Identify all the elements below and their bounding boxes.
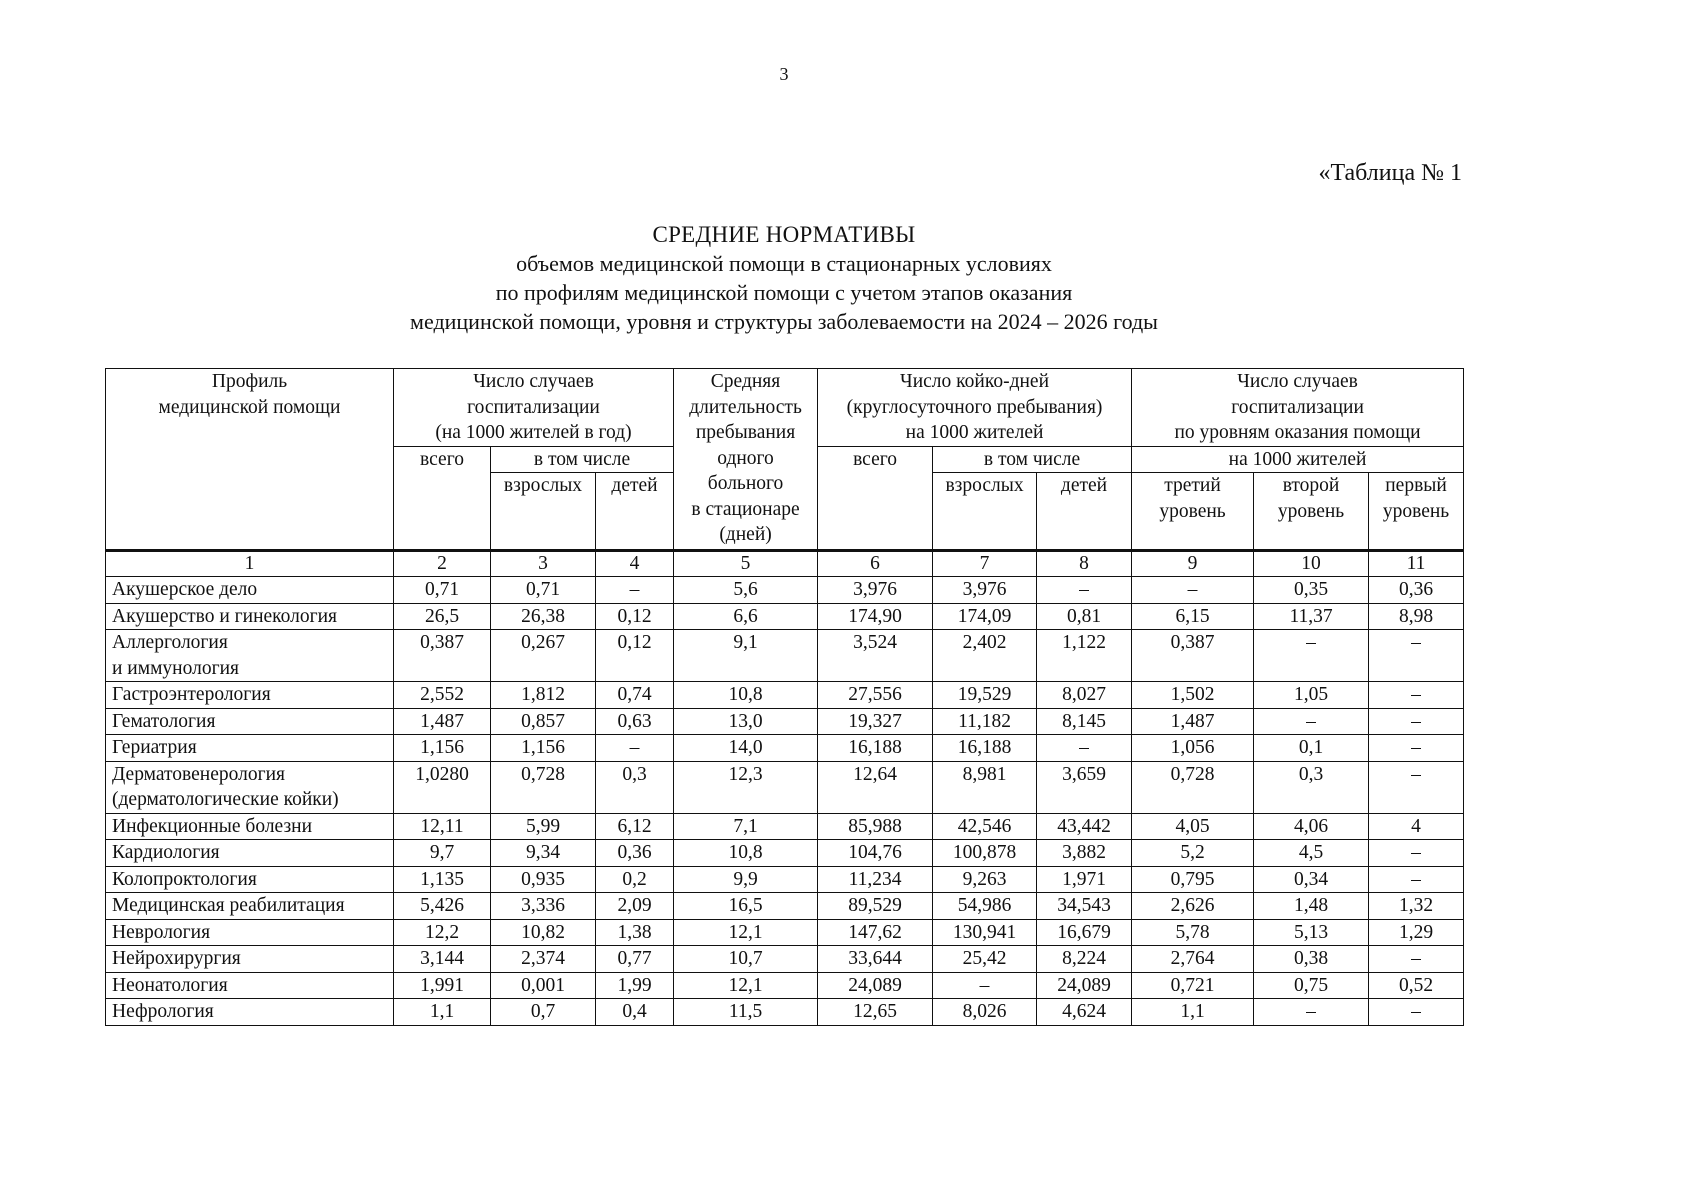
cell-value: 174,90 bbox=[818, 603, 933, 630]
cell-value: 1,135 bbox=[394, 866, 491, 893]
cell-value: 3,336 bbox=[491, 893, 596, 920]
header-bed-days-including: в том числе bbox=[933, 446, 1132, 473]
cell-value: 2,402 bbox=[933, 630, 1037, 682]
page-number: 3 bbox=[779, 64, 789, 84]
cell-value: 0,3 bbox=[596, 761, 674, 813]
cell-value: 0,12 bbox=[596, 603, 674, 630]
cell-value: 4 bbox=[1369, 813, 1464, 840]
cell-value: – bbox=[596, 735, 674, 762]
title-main: СРЕДНИЕ НОРМАТИВЫ bbox=[652, 222, 916, 247]
cell-value: 0,4 bbox=[596, 999, 674, 1026]
header-text: Число случаев bbox=[1237, 371, 1358, 392]
cell-value: 0,728 bbox=[491, 761, 596, 813]
cell-value: 5,99 bbox=[491, 813, 596, 840]
cell-value: 16,679 bbox=[1037, 919, 1132, 946]
cell-value: 6,6 bbox=[674, 603, 818, 630]
cell-value: 0,63 bbox=[596, 708, 674, 735]
cell-value: 43,442 bbox=[1037, 813, 1132, 840]
cell-value: 4,06 bbox=[1254, 813, 1369, 840]
profile-line: Аллергология bbox=[112, 632, 228, 653]
cell-value: 10,8 bbox=[674, 840, 818, 867]
cell-value: 0,12 bbox=[596, 630, 674, 682]
cell-value: 0,77 bbox=[596, 946, 674, 973]
cell-value: 0,935 bbox=[491, 866, 596, 893]
column-number: 2 bbox=[394, 551, 491, 577]
cell-value: 9,9 bbox=[674, 866, 818, 893]
cell-value: – bbox=[1132, 577, 1254, 604]
column-number: 9 bbox=[1132, 551, 1254, 577]
table-row bbox=[106, 813, 1464, 840]
column-number: 4 bbox=[596, 551, 674, 577]
header-cases-including: в том числе bbox=[491, 446, 674, 473]
cell-value: 16,5 bbox=[674, 893, 818, 920]
header-levels-per-1000: на 1000 жителей bbox=[1132, 446, 1464, 473]
column-number: 6 bbox=[818, 551, 933, 577]
cell-value: – bbox=[1254, 708, 1369, 735]
cell-value: – bbox=[1369, 630, 1464, 682]
cell-profile bbox=[106, 946, 394, 973]
cell-value: – bbox=[1369, 761, 1464, 813]
table-row bbox=[106, 682, 1464, 709]
cell-value: 9,7 bbox=[394, 840, 491, 867]
header-text: одного bbox=[717, 447, 774, 469]
cell-value: 6,12 bbox=[596, 813, 674, 840]
cell-value: 1,48 bbox=[1254, 893, 1369, 920]
cell-value: 1,156 bbox=[491, 735, 596, 762]
cell-value: 27,556 bbox=[818, 682, 933, 709]
cell-profile bbox=[106, 893, 394, 920]
header-text: Средняя bbox=[710, 371, 781, 392]
header-text: уровень bbox=[1159, 500, 1226, 522]
cell-profile bbox=[106, 735, 394, 762]
cell-value: 174,09 bbox=[933, 603, 1037, 630]
cell-value: 1,156 bbox=[394, 735, 491, 762]
header-second-level bbox=[1254, 473, 1369, 551]
table-row bbox=[106, 946, 1464, 973]
cell-value: 0,81 bbox=[1037, 603, 1132, 630]
header-avg-stay bbox=[674, 369, 818, 551]
cell-value: 104,76 bbox=[818, 840, 933, 867]
cell-value: 2,764 bbox=[1132, 946, 1254, 973]
cell-value: 100,878 bbox=[933, 840, 1037, 867]
cell-value: 9,34 bbox=[491, 840, 596, 867]
cell-value: 0,3 bbox=[1254, 761, 1369, 813]
cell-value: 12,3 bbox=[674, 761, 818, 813]
column-number: 11 bbox=[1369, 551, 1464, 577]
cell-value: 1,991 bbox=[394, 972, 491, 999]
cell-value: 10,8 bbox=[674, 682, 818, 709]
cell-value: 8,026 bbox=[933, 999, 1037, 1026]
cell-value: 0,52 bbox=[1369, 972, 1464, 999]
cell-value: 12,65 bbox=[818, 999, 933, 1026]
header-bed-days bbox=[818, 369, 1132, 447]
cell-value: 89,529 bbox=[818, 893, 933, 920]
cell-value: 3,524 bbox=[818, 630, 933, 682]
table-row bbox=[106, 577, 1464, 604]
cell-value: 0,2 bbox=[596, 866, 674, 893]
cell-value: 2,09 bbox=[596, 893, 674, 920]
cell-value: – bbox=[1369, 735, 1464, 762]
cell-value: 33,644 bbox=[818, 946, 933, 973]
profile-line: Инфекционные болезни bbox=[112, 815, 313, 837]
column-number: 1 bbox=[106, 551, 394, 577]
profile-line: Неврология bbox=[112, 921, 211, 943]
table-body bbox=[106, 577, 1464, 1026]
cell-value: 4,5 bbox=[1254, 840, 1369, 867]
cell-value: 85,988 bbox=[818, 813, 933, 840]
profile-line: Гематология bbox=[112, 710, 216, 732]
cell-value: 11,234 bbox=[818, 866, 933, 893]
cell-value: – bbox=[1369, 999, 1464, 1026]
cell-value: 42,546 bbox=[933, 813, 1037, 840]
cell-value: 1,122 bbox=[1037, 630, 1132, 682]
cell-value: 1,487 bbox=[394, 708, 491, 735]
cell-value: 0,35 bbox=[1254, 577, 1369, 604]
cell-value: – bbox=[933, 972, 1037, 999]
cell-value: 16,188 bbox=[933, 735, 1037, 762]
profile-line: Неонатология bbox=[112, 974, 228, 996]
cell-value: 1,32 bbox=[1369, 893, 1464, 920]
cell-value: 9,263 bbox=[933, 866, 1037, 893]
header-text: первый bbox=[1385, 475, 1447, 496]
cell-value: 1,99 bbox=[596, 972, 674, 999]
cell-value: 1,0280 bbox=[394, 761, 491, 813]
cell-value: 14,0 bbox=[674, 735, 818, 762]
cell-value: 54,986 bbox=[933, 893, 1037, 920]
cell-value: 11,5 bbox=[674, 999, 818, 1026]
cell-profile bbox=[106, 761, 394, 813]
cell-value: 3,659 bbox=[1037, 761, 1132, 813]
header-first-level bbox=[1369, 473, 1464, 551]
cell-value: 1,502 bbox=[1132, 682, 1254, 709]
header-text: третий bbox=[1164, 475, 1221, 496]
cell-value: 5,2 bbox=[1132, 840, 1254, 867]
profile-line: Акушерское дело bbox=[112, 579, 258, 600]
cell-value: 16,188 bbox=[818, 735, 933, 762]
cell-profile bbox=[106, 603, 394, 630]
cell-value: 26,38 bbox=[491, 603, 596, 630]
cell-value: 1,29 bbox=[1369, 919, 1464, 946]
cell-value: 1,1 bbox=[1132, 999, 1254, 1026]
header-text: второй bbox=[1282, 475, 1340, 496]
cell-value: 2,374 bbox=[491, 946, 596, 973]
cell-value: 8,98 bbox=[1369, 603, 1464, 630]
cell-profile bbox=[106, 813, 394, 840]
cell-value: – bbox=[596, 577, 674, 604]
cell-value: 0,36 bbox=[596, 840, 674, 867]
title-line-1: объемов медицинской помощи в стационарных условиях bbox=[516, 251, 1052, 276]
table-row bbox=[106, 919, 1464, 946]
cell-value: 2,552 bbox=[394, 682, 491, 709]
table-row bbox=[106, 866, 1464, 893]
cell-value: 3,882 bbox=[1037, 840, 1132, 867]
cell-value: 130,941 bbox=[933, 919, 1037, 946]
header-text: Число койко-дней bbox=[900, 371, 1050, 392]
cell-value: 10,82 bbox=[491, 919, 596, 946]
cell-profile bbox=[106, 999, 394, 1026]
cell-value: 19,529 bbox=[933, 682, 1037, 709]
cell-value: 5,13 bbox=[1254, 919, 1369, 946]
cell-value: 9,1 bbox=[674, 630, 818, 682]
cell-value: 1,38 bbox=[596, 919, 674, 946]
table-row bbox=[106, 735, 1464, 762]
cell-profile bbox=[106, 972, 394, 999]
cell-value: – bbox=[1254, 630, 1369, 682]
cell-value: 0,387 bbox=[394, 630, 491, 682]
column-number: 7 bbox=[933, 551, 1037, 577]
table-header bbox=[106, 369, 1464, 577]
cell-value: – bbox=[1037, 735, 1132, 762]
table-row bbox=[106, 761, 1464, 813]
cell-value: 12,1 bbox=[674, 972, 818, 999]
cell-value: 0,71 bbox=[394, 577, 491, 604]
cell-value: – bbox=[1369, 840, 1464, 867]
cell-value: 8,224 bbox=[1037, 946, 1132, 973]
header-text: госпитализации bbox=[1231, 396, 1364, 418]
header-text: по уровням оказания помощи bbox=[1174, 422, 1421, 443]
cell-value: 0,36 bbox=[1369, 577, 1464, 604]
profile-line: Нефрология bbox=[112, 1001, 214, 1022]
cell-value: 1,971 bbox=[1037, 866, 1132, 893]
cell-value: 5,426 bbox=[394, 893, 491, 920]
header-text: уровень bbox=[1382, 500, 1450, 522]
cell-value: 34,543 bbox=[1037, 893, 1132, 920]
cell-profile bbox=[106, 577, 394, 604]
header-text: (дней) bbox=[719, 524, 772, 545]
header-text: длительность bbox=[689, 396, 802, 418]
column-number: 5 bbox=[674, 551, 818, 577]
header-bed-days-adults: взрослых bbox=[933, 473, 1037, 551]
cell-value: 0,34 bbox=[1254, 866, 1369, 893]
cell-value: 12,2 bbox=[394, 919, 491, 946]
cell-value: 7,1 bbox=[674, 813, 818, 840]
title-line-3: медицинской помощи, уровня и структуры заболеваемости на 2024 – 2026 годы bbox=[410, 309, 1158, 334]
header-text: уровень bbox=[1277, 500, 1345, 522]
cell-value: 1,056 bbox=[1132, 735, 1254, 762]
column-number: 3 bbox=[491, 551, 596, 577]
cell-value: 1,812 bbox=[491, 682, 596, 709]
cell-profile bbox=[106, 682, 394, 709]
cell-value: 147,62 bbox=[818, 919, 933, 946]
cell-value: 8,981 bbox=[933, 761, 1037, 813]
cell-value: – bbox=[1254, 999, 1369, 1026]
cell-value: 0,267 bbox=[491, 630, 596, 682]
cell-value: 24,089 bbox=[1037, 972, 1132, 999]
title-line-2: по профилям медицинской помощи с учетом этапов оказания bbox=[495, 280, 1073, 305]
cell-profile bbox=[106, 708, 394, 735]
cell-value: 3,976 bbox=[933, 577, 1037, 604]
cell-value: 0,001 bbox=[491, 972, 596, 999]
cell-value: 0,857 bbox=[491, 708, 596, 735]
cell-value: 8,027 bbox=[1037, 682, 1132, 709]
cell-value: 24,089 bbox=[818, 972, 933, 999]
cell-value: 1,1 bbox=[394, 999, 491, 1026]
norms-table bbox=[105, 368, 1464, 1026]
cell-value: 3,144 bbox=[394, 946, 491, 973]
cell-profile bbox=[106, 630, 394, 682]
cell-value: 0,71 bbox=[491, 577, 596, 604]
cell-value: 4,624 bbox=[1037, 999, 1132, 1026]
cell-value: 0,1 bbox=[1254, 735, 1369, 762]
cell-value: 10,7 bbox=[674, 946, 818, 973]
table-label: «Таблица № 1 bbox=[1318, 160, 1462, 186]
column-number: 10 bbox=[1254, 551, 1369, 577]
table-row bbox=[106, 999, 1464, 1026]
column-number: 8 bbox=[1037, 551, 1132, 577]
cell-value: – bbox=[1369, 946, 1464, 973]
cell-profile bbox=[106, 919, 394, 946]
header-text: Число случаев bbox=[473, 371, 594, 392]
cell-value: 13,0 bbox=[674, 708, 818, 735]
cell-value: 1,487 bbox=[1132, 708, 1254, 735]
cell-value: – bbox=[1037, 577, 1132, 604]
cell-value: 11,182 bbox=[933, 708, 1037, 735]
table-row bbox=[106, 603, 1464, 630]
column-numbers-row bbox=[106, 551, 1464, 577]
profile-line: Нейрохирургия bbox=[112, 948, 241, 969]
profile-line: Дерматовенерология bbox=[112, 763, 285, 785]
cell-value: 12,64 bbox=[818, 761, 933, 813]
cell-value: 19,327 bbox=[818, 708, 933, 735]
header-text: больного bbox=[707, 473, 784, 494]
table-row bbox=[106, 630, 1464, 682]
table-row bbox=[106, 893, 1464, 920]
header-text: (на 1000 жителей в год) bbox=[435, 422, 632, 443]
cell-value: 25,42 bbox=[933, 946, 1037, 973]
cell-value: 6,15 bbox=[1132, 603, 1254, 630]
profile-line: Гериатрия bbox=[112, 737, 197, 758]
cell-value: 0,74 bbox=[596, 682, 674, 709]
header-text: медицинской помощи bbox=[158, 396, 341, 418]
cell-value: 12,1 bbox=[674, 919, 818, 946]
document-title bbox=[0, 220, 1568, 336]
cell-value: 0,7 bbox=[491, 999, 596, 1026]
table-row bbox=[106, 972, 1464, 999]
cell-value: 3,976 bbox=[818, 577, 933, 604]
profile-line: Гастроэнтерология bbox=[112, 684, 271, 705]
cell-value: 1,05 bbox=[1254, 682, 1369, 709]
cell-profile bbox=[106, 866, 394, 893]
header-cases bbox=[394, 369, 674, 447]
header-bed-days-total: всего bbox=[818, 446, 933, 551]
cell-value: 11,37 bbox=[1254, 603, 1369, 630]
cell-value: 26,5 bbox=[394, 603, 491, 630]
profile-line: Колопроктология bbox=[112, 868, 257, 890]
profile-line: Кардиология bbox=[112, 842, 220, 863]
cell-profile bbox=[106, 840, 394, 867]
cell-value: 4,05 bbox=[1132, 813, 1254, 840]
table-row bbox=[106, 840, 1464, 867]
header-text: (круглосуточного пребывания) bbox=[846, 396, 1103, 418]
header-text: госпитализации bbox=[467, 396, 600, 418]
cell-value: 5,6 bbox=[674, 577, 818, 604]
header-cases-total: всего bbox=[394, 446, 491, 551]
cell-value: 8,145 bbox=[1037, 708, 1132, 735]
profile-line: Медицинская реабилитация bbox=[112, 895, 345, 916]
header-text: Профиль bbox=[211, 371, 288, 392]
cell-value: 0,728 bbox=[1132, 761, 1254, 813]
header-cases-children: детей bbox=[596, 473, 674, 551]
cell-value: 0,387 bbox=[1132, 630, 1254, 682]
cell-value: – bbox=[1369, 866, 1464, 893]
header-text: на 1000 жителей bbox=[905, 422, 1044, 443]
header-third-level bbox=[1132, 473, 1254, 551]
header-cases-adults: взрослых bbox=[491, 473, 596, 551]
cell-value: 0,795 bbox=[1132, 866, 1254, 893]
profile-line: и иммунология bbox=[112, 657, 239, 679]
cell-value: 5,78 bbox=[1132, 919, 1254, 946]
header-text: в стационаре bbox=[691, 498, 800, 520]
profile-line: Акушерство и гинекология bbox=[112, 605, 338, 627]
header-text: пребывания bbox=[695, 422, 796, 443]
cell-value: – bbox=[1369, 682, 1464, 709]
cell-value: – bbox=[1369, 708, 1464, 735]
header-bed-days-children: детей bbox=[1037, 473, 1132, 551]
cell-value: 0,721 bbox=[1132, 972, 1254, 999]
header-profile bbox=[106, 369, 394, 551]
profile-line: (дерматологические койки) bbox=[112, 789, 339, 810]
header-levels bbox=[1132, 369, 1464, 447]
cell-value: 2,626 bbox=[1132, 893, 1254, 920]
cell-value: 12,11 bbox=[394, 813, 491, 840]
cell-value: 0,75 bbox=[1254, 972, 1369, 999]
cell-value: 0,38 bbox=[1254, 946, 1369, 973]
table-row bbox=[106, 708, 1464, 735]
